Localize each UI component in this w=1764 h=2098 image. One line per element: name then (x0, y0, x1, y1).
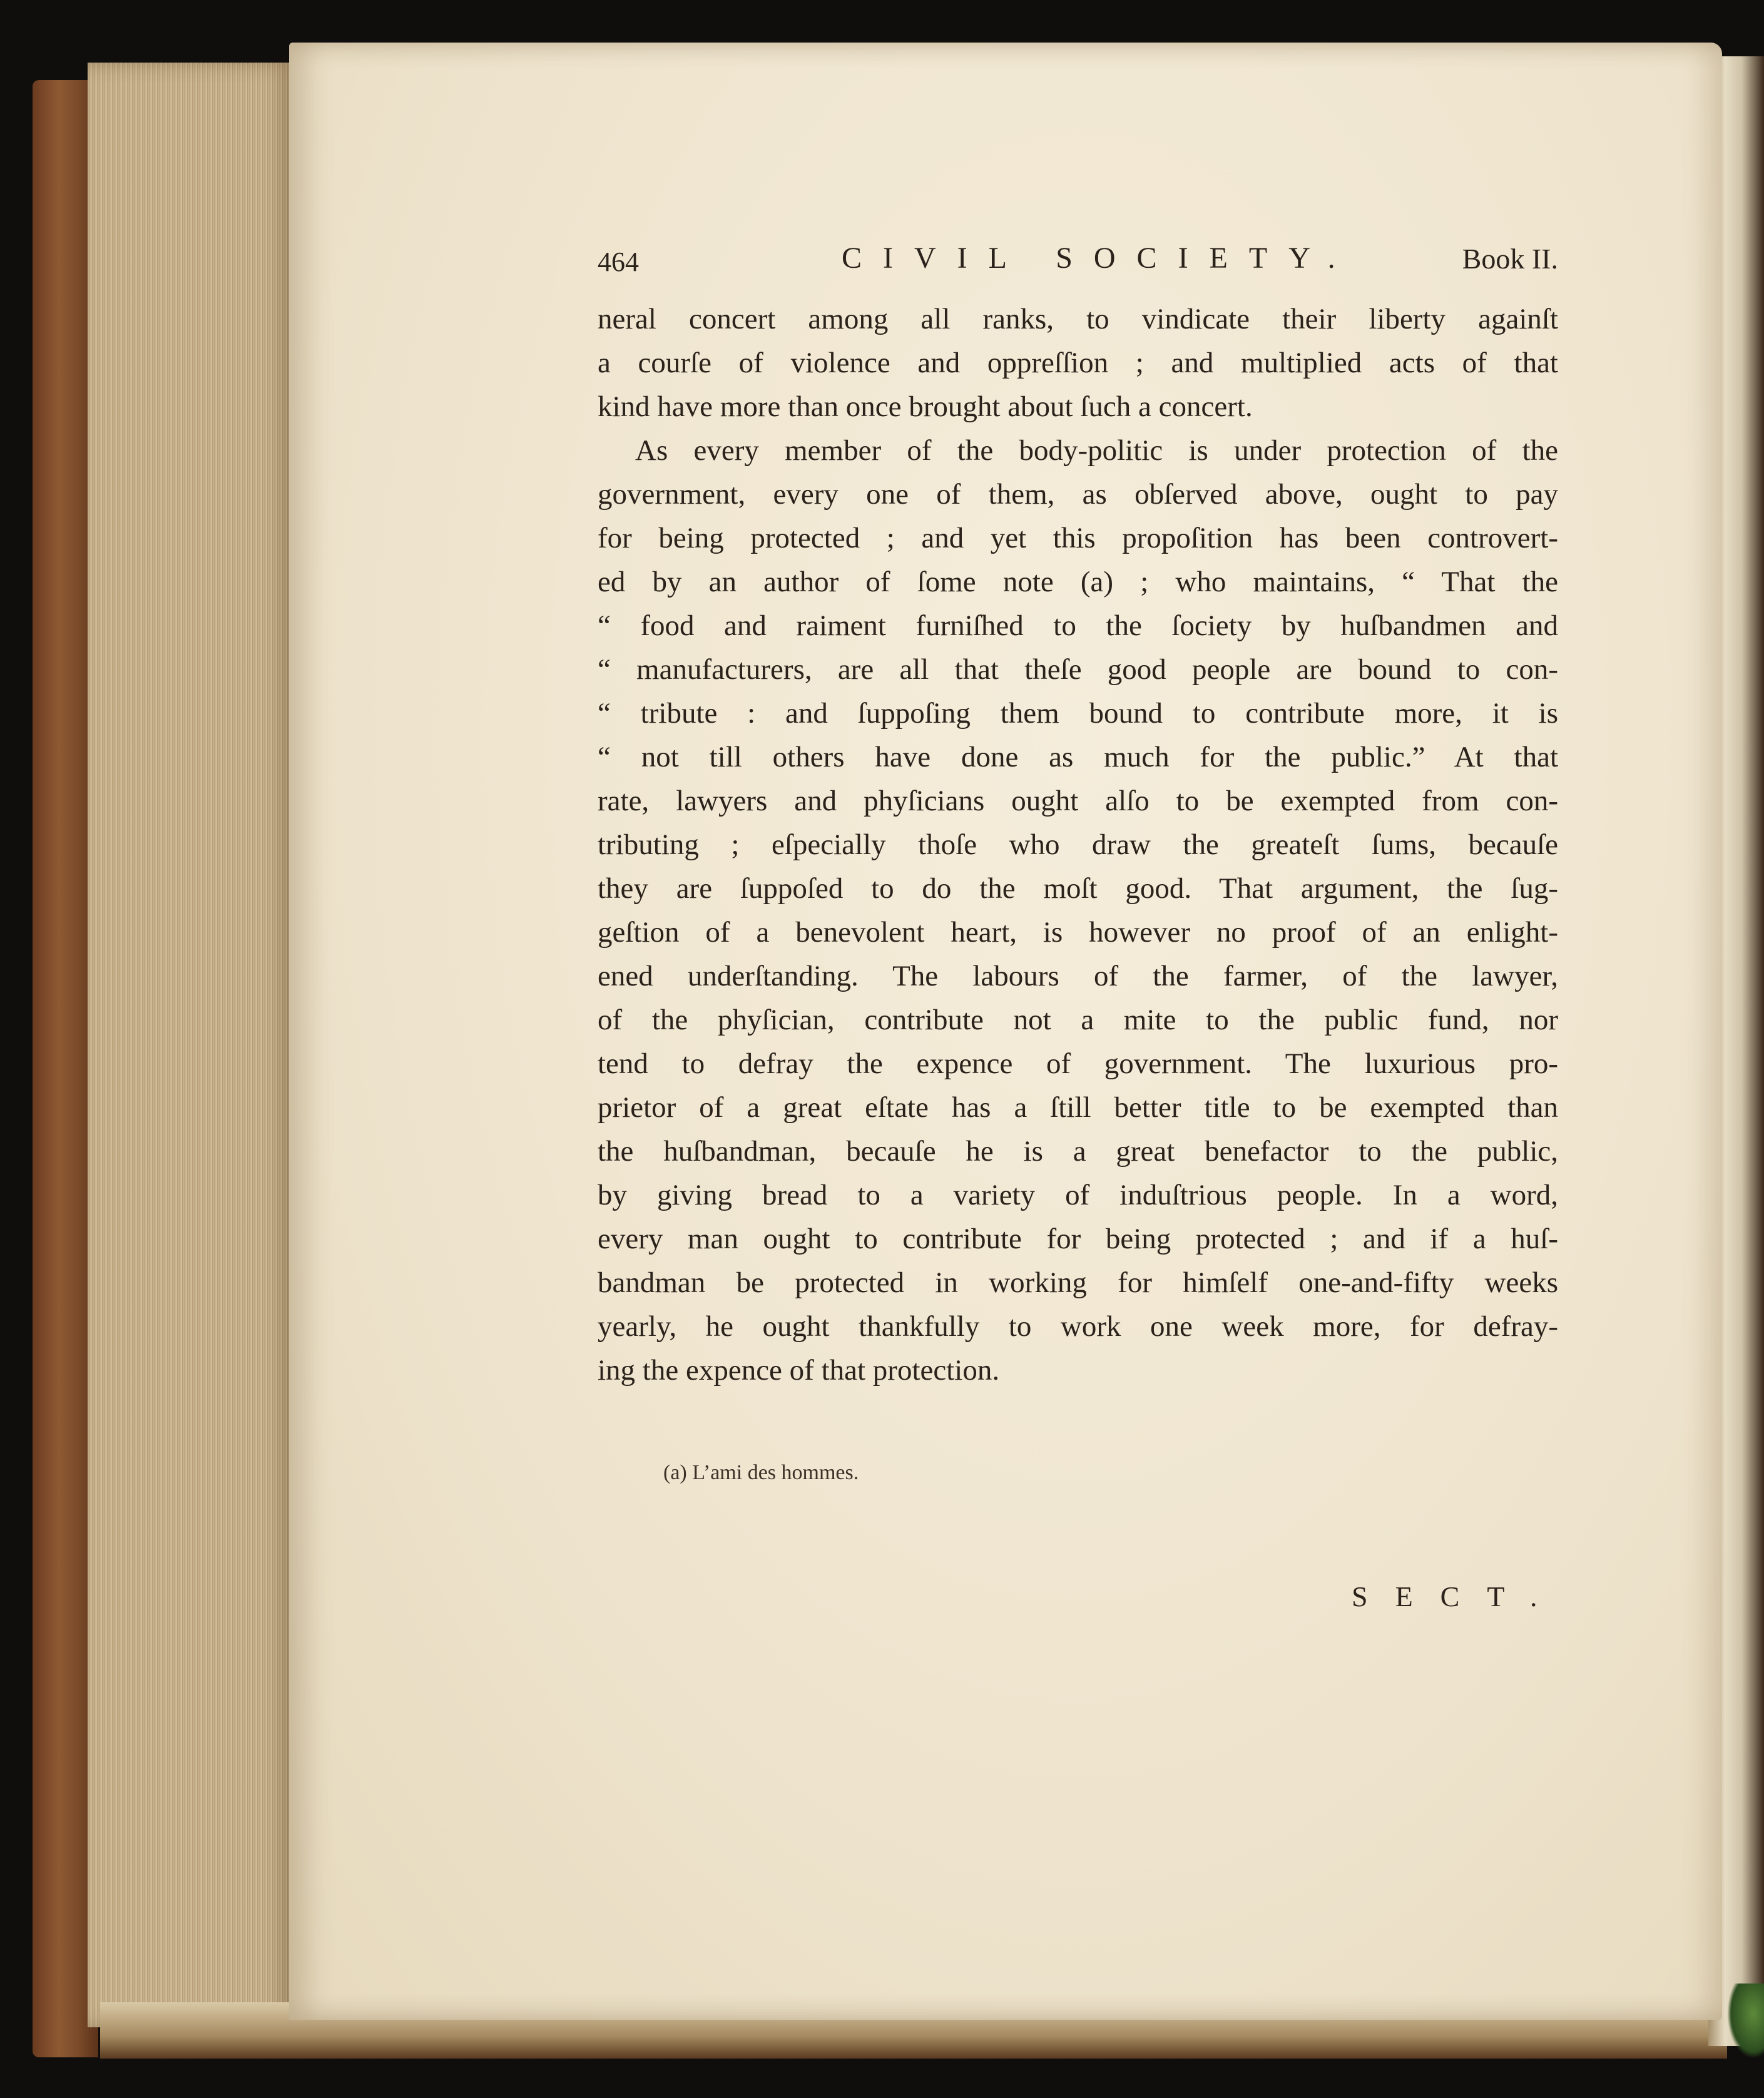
book-label: Book II. (1462, 243, 1558, 275)
running-head (598, 241, 1558, 291)
text-line: “ manufacturers, are all that theſe good people are bound to con- (598, 653, 1558, 686)
text-line: geſtion of a benevolent heart, is however no proof of an enlight- (598, 916, 1558, 949)
leaf-decoration (1727, 1983, 1764, 2059)
text-line: ing the expence of that protection. (598, 1354, 1000, 1387)
text-line: a courſe of violence and oppreſſion ; and multiplied acts of that (598, 347, 1558, 379)
page-number: 464 (598, 247, 639, 277)
catchword: SECT. (1352, 1581, 1565, 1612)
text-line: the huſbandman, becauſe he is a great benefactor to the public, (598, 1135, 1558, 1168)
text-line: yearly, he ought thankfully to work one week more, for defray- (598, 1310, 1558, 1343)
text-line: “ tribute : and ſuppoſing them bound to contribute more, it is (598, 697, 1558, 730)
text-line: As every member of the body-politic is under protection of the (635, 434, 1558, 467)
text-line: tend to defray the expence of government. The luxurious pro- (598, 1047, 1558, 1080)
body-text (598, 297, 1558, 1392)
text-line: tributing ; eſpecially thoſe who draw the greateſt ſums, becauſe (598, 828, 1558, 861)
text-line: every man ought to contribute for being protected ; and if a huſ- (598, 1223, 1558, 1255)
text-line: ened underſtanding. The labours of the farmer, of the lawyer, (598, 960, 1558, 992)
text-line: “ not till others have done as much for the public.” At that (598, 741, 1558, 773)
text-line: rate, lawyers and phyſicians ought alſo to be exempted from con- (598, 785, 1558, 817)
text-line: for being protected ; and yet this propoſition has been controvert- (598, 522, 1558, 554)
text-line: government, every one of them, as obſerved above, ought to pay (598, 478, 1558, 511)
text-line: ed by an author of ſome note (a) ; who maintains, “ That the (598, 566, 1558, 598)
text-line: prietor of a great eſtate has a ſtill better title to be exempted than (598, 1091, 1558, 1124)
text-line: of the phyſician, contribute not a mite to the public fund, nor (598, 1004, 1558, 1036)
text-block (598, 241, 1558, 1392)
page-block-edges (88, 63, 294, 2027)
running-title: CIVIL SOCIETY. (842, 242, 1357, 275)
text-line: bandman be protected in working for himſelf one-and-fifty weeks (598, 1266, 1558, 1299)
footnote: (a) L’ami des hommes. (663, 1461, 859, 1484)
text-line: “ food and raiment furniſhed to the ſociety by huſbandmen and (598, 609, 1558, 642)
text-line: by giving bread to a variety of induſtrious people. In a word, (598, 1179, 1558, 1211)
text-line: neral concert among all ranks, to vindicate their liberty againſt (598, 303, 1558, 335)
text-line: kind have more than once brought about ſuch a concert. (598, 390, 1253, 423)
text-line: they are ſuppoſed to do the moſt good. That argument, the ſug- (598, 872, 1558, 905)
